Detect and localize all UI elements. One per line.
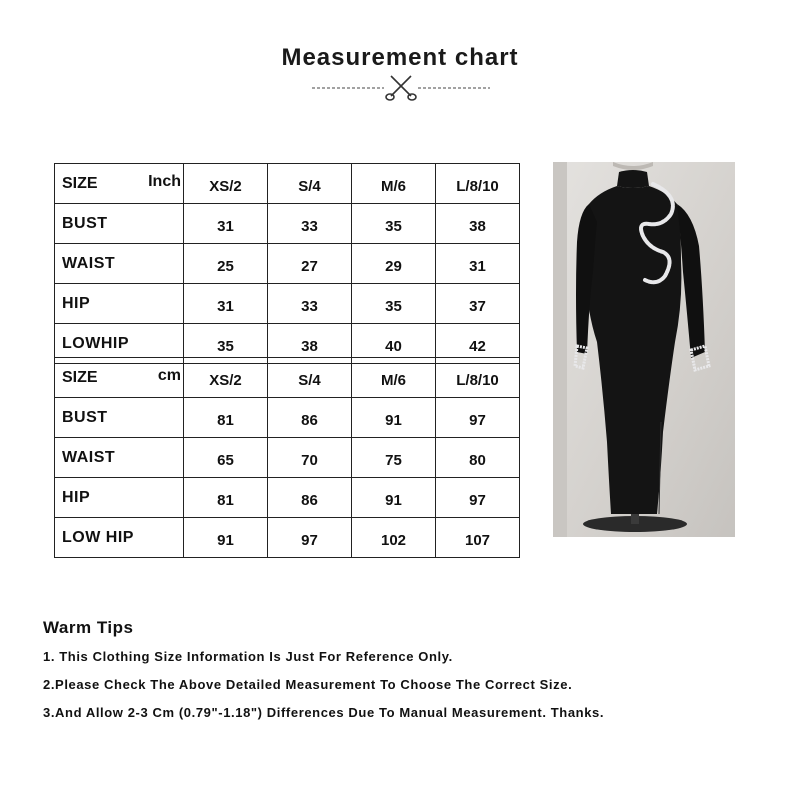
- size-label: SIZE: [62, 174, 98, 192]
- table-cell: 38: [268, 324, 352, 364]
- table-cell: 35: [352, 284, 436, 324]
- size-unit-cell: [55, 164, 184, 204]
- table-row: [55, 518, 520, 558]
- table-row: [55, 244, 520, 284]
- table-cell: 25: [184, 244, 268, 284]
- page-title: Measurement chart: [281, 44, 519, 71]
- table-cell: 75: [352, 438, 436, 478]
- table-cell: 80: [436, 438, 520, 478]
- size-header: M/6: [352, 164, 436, 204]
- table-cell: 86: [268, 478, 352, 518]
- size-header: L/8/10: [436, 358, 520, 398]
- size-header: S/4: [268, 358, 352, 398]
- size-label: SIZE: [62, 368, 98, 386]
- table-row: [55, 478, 520, 518]
- table-cell: 27: [268, 244, 352, 284]
- size-header: L/8/10: [436, 164, 520, 204]
- size-header: M/6: [352, 358, 436, 398]
- tip-item: 2.Please Check The Above Detailed Measurement To Choose The Correct Size.: [43, 677, 573, 692]
- scissors-icon: [386, 76, 416, 100]
- table-cell: 31: [184, 284, 268, 324]
- product-photo: [553, 162, 735, 537]
- row-label: BUST: [55, 398, 184, 438]
- table-cell: 65: [184, 438, 268, 478]
- table-row: [55, 438, 520, 478]
- row-label: LOWHIP: [55, 324, 184, 364]
- table-cell: 38: [436, 204, 520, 244]
- table-cell: 31: [436, 244, 520, 284]
- table-cell: 97: [436, 478, 520, 518]
- size-header: XS/2: [184, 358, 268, 398]
- size-table-inch: [54, 163, 520, 364]
- table-cell: 86: [268, 398, 352, 438]
- size-table-cm: [54, 357, 520, 558]
- size-header: XS/2: [184, 164, 268, 204]
- table-cell: 33: [268, 204, 352, 244]
- size-unit-cell: [55, 358, 184, 398]
- row-label: HIP: [55, 478, 184, 518]
- table-cell: 97: [268, 518, 352, 558]
- table-cell: 91: [184, 518, 268, 558]
- table-cell: 35: [352, 204, 436, 244]
- tip-item: 1. This Clothing Size Information Is Just For Reference Only.: [43, 649, 453, 664]
- table-cell: 81: [184, 398, 268, 438]
- table-cell: 37: [436, 284, 520, 324]
- table-cell: 70: [268, 438, 352, 478]
- table-row: [55, 204, 520, 244]
- table-cell: 97: [436, 398, 520, 438]
- table-row: [55, 398, 520, 438]
- table-cell: 31: [184, 204, 268, 244]
- title-decoration: [312, 72, 490, 102]
- table-cell: 102: [352, 518, 436, 558]
- dress-illustration: [553, 162, 735, 537]
- tips-title: Warm Tips: [43, 618, 134, 637]
- table-cell: 91: [352, 398, 436, 438]
- row-label: LOW HIP: [55, 518, 184, 558]
- table-cell: 91: [352, 478, 436, 518]
- table-cell: 40: [352, 324, 436, 364]
- table-row: [55, 284, 520, 324]
- tip-item: 3.And Allow 2-3 Cm (0.79"-1.18") Differences Due To Manual Measurement. Thanks.: [43, 705, 605, 720]
- table-header-row: [55, 164, 520, 204]
- row-label: WAIST: [55, 244, 184, 284]
- unit-label: Inch: [148, 173, 181, 190]
- size-header: S/4: [268, 164, 352, 204]
- table-cell: 42: [436, 324, 520, 364]
- row-label: WAIST: [55, 438, 184, 478]
- wall-panel: [553, 162, 567, 537]
- unit-label: cm: [157, 367, 181, 384]
- row-label: HIP: [55, 284, 184, 324]
- table-cell: 35: [184, 324, 268, 364]
- table-cell: 81: [184, 478, 268, 518]
- row-label: BUST: [55, 204, 184, 244]
- table-cell: 29: [352, 244, 436, 284]
- dress-collar: [617, 170, 649, 188]
- table-header-row: [55, 358, 520, 398]
- table-cell: 107: [436, 518, 520, 558]
- table-cell: 33: [268, 284, 352, 324]
